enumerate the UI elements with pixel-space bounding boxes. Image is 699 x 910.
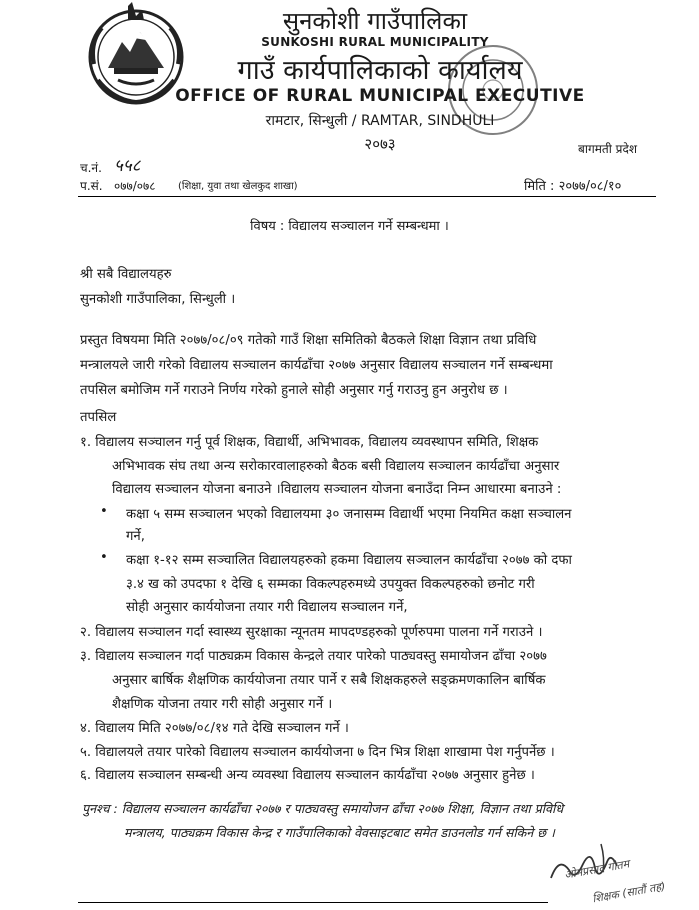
office-address: रामटार, सिन्धुली / RAMTAR, SINDHULI: [265, 113, 495, 129]
item-3-line: ३. विद्यालय सञ्चालन गर्दा पाठ्यक्रम विकास केन्द्रले तयार पारेको पाठ्यवस्तु समायोजन ढाँचा २०७७: [80, 649, 547, 664]
item-1-line: १. विद्यालय सञ्चालन गर्नु पूर्व शिक्षक, विद्यार्थी, अभिभावक, विद्यालय व्यवस्थापन समिति, शिक्षक: [80, 435, 539, 450]
intro-line: मन्त्रालयले जारी गरेको विद्यालय सञ्चालन कार्यढाँचा २०७७ अनुसार विद्यालय सञ्चालन गर्ने सम्बन्धमा: [80, 358, 553, 373]
letter-number-label: प.सं.: [80, 179, 103, 193]
letter-date: मिति : २०७७/०८/१०: [524, 179, 622, 194]
tapasil-heading: तपसिल: [80, 410, 117, 425]
bullet-2-line: ३.४ ख को उपदफा १ देखि ६ सम्मका विकल्पहरुमध्ये उपयुक्त विकल्पहरुको छनोट गरी: [126, 577, 535, 592]
municipality-name-nepali: सुनकोशी गाउँपालिका: [282, 7, 468, 35]
municipality-name-english: SUNKOSHI RURAL MUNICIPALITY: [261, 35, 489, 49]
section-note: (शिक्षा, युवा तथा खेलकुद शाखा): [178, 181, 298, 192]
signatory-title: शिक्षक (सातौं तह): [591, 879, 667, 906]
dispatch-number-value: ५५८: [114, 156, 141, 176]
establishment-year: २०७३: [364, 135, 396, 153]
letter-number-value: ०७७/०७८: [114, 179, 156, 193]
dispatch-number-label: च.नं.: [80, 161, 102, 175]
bullet-dot: •: [100, 504, 108, 519]
bullet-2-line: कक्षा १-१२ सम्म सञ्चालित विद्यालयहरुको हकमा विद्यालय सञ्चालन कार्यढाँचा २०७७ को दफा: [126, 553, 572, 568]
signatory-name: ओमप्रसाद गौतम: [563, 857, 631, 882]
intro-line: प्रस्तुत विषयमा मिति २०७७/०८/०९ गतेको गाउँ शिक्षा समितिको बैठकले शिक्षा विज्ञान तथा प्रविधि: [80, 333, 537, 348]
bullet-dot: •: [100, 550, 108, 565]
recipient-address: सुनकोशी गाउँपालिका, सिन्धुली ।: [80, 292, 236, 307]
letter-subject: विषय : विद्यालय सञ्चालन गर्ने सम्बन्धमा ।: [250, 219, 449, 234]
item-6-line: ६. विद्यालय सञ्चालन सम्बन्धी अन्य व्यवस्था विद्यालय सञ्चालन कार्यढाँचा २०७७ अनुसार हुनेछ ।: [80, 768, 535, 783]
item-2-line: २. विद्यालय सञ्चालन गर्दा स्वास्थ्य सुरक्षाका न्यूनतम मापदण्डहरुको पूर्णरुपमा पालना गर्ने गराउने ।: [80, 625, 543, 640]
item-5-line: ५. विद्यालयले तयार पारेको विद्यालय सञ्चालन कार्ययोजना ७ दिन भित्र शिक्षा शाखामा पेश गर्नुपर्नेछ ।: [80, 745, 555, 760]
bullet-1-line: गर्ने,: [126, 529, 145, 544]
item-1-line: अभिभावक संघ तथा अन्य सरोकारवालाहरुको बैठक बसी विद्यालय सञ्चालन कार्यढाँचा अनुसार: [112, 459, 560, 474]
item-3-line: अनुसार बार्षिक शैक्षणिक कार्ययोजना तयार पार्ने र सबै शिक्षकहरुले सङ्क्रमणकालिन बार्षिक: [112, 673, 546, 688]
office-name-nepali: गाउँ कार्यपालिकाको कार्यालय: [237, 55, 523, 86]
footer-divider: [78, 902, 548, 903]
item-3-line: शैक्षणिक योजना तयार गरी सोही अनुसार गर्ने ।: [112, 697, 333, 712]
intro-line: तपसिल बमोजिम गर्ने गराउने निर्णय गरेको हुनाले सोही अनुसार गर्नु गराउनु हुन अनुरोध छ ।: [80, 383, 508, 398]
item-4-line: ४. विद्यालय मिति २०७७/०८/१४ गते देखि सञ्चालन गर्ने ।: [80, 721, 349, 736]
postscript-line: मन्त्रालय, पाठ्यक्रम विकास केन्द्र र गाउँपालिकाको वेवसाइटबाट समेत डाउनलोड गर्न सकिने छ ।: [124, 825, 555, 840]
postscript-line: पुनश्च : विद्यालय सञ्चालन कार्यढाँचा २०७७ र पाठ्यवस्तु समायोजन ढाँचा २०७७ शिक्षा, विज्ञान तथा प्रविधि: [82, 801, 564, 816]
office-name-english: OFFICE OF RURAL MUNICIPAL EXECUTIVE: [175, 86, 585, 106]
bullet-1-line: कक्षा ५ सम्म सञ्चालन भएको विद्यालयमा ३० जनासम्म विद्यार्थी भएमा नियमित कक्षा सञ्चालन: [126, 507, 572, 522]
header-divider: [78, 196, 656, 197]
item-1-line: विद्यालय सञ्चालन योजना बनाउने ।विद्यालय सञ्चालन योजना बनाउँदा निम्न आधारमा बनाउने :: [112, 482, 562, 497]
bullet-2-line: सोही अनुसार कार्ययोजना तयार गरी विद्यालय सञ्चालन गर्ने,: [126, 600, 408, 615]
province-name: बागमती प्रदेश: [578, 142, 638, 156]
recipient-line: श्री सबै विद्यालयहरु: [80, 267, 172, 282]
